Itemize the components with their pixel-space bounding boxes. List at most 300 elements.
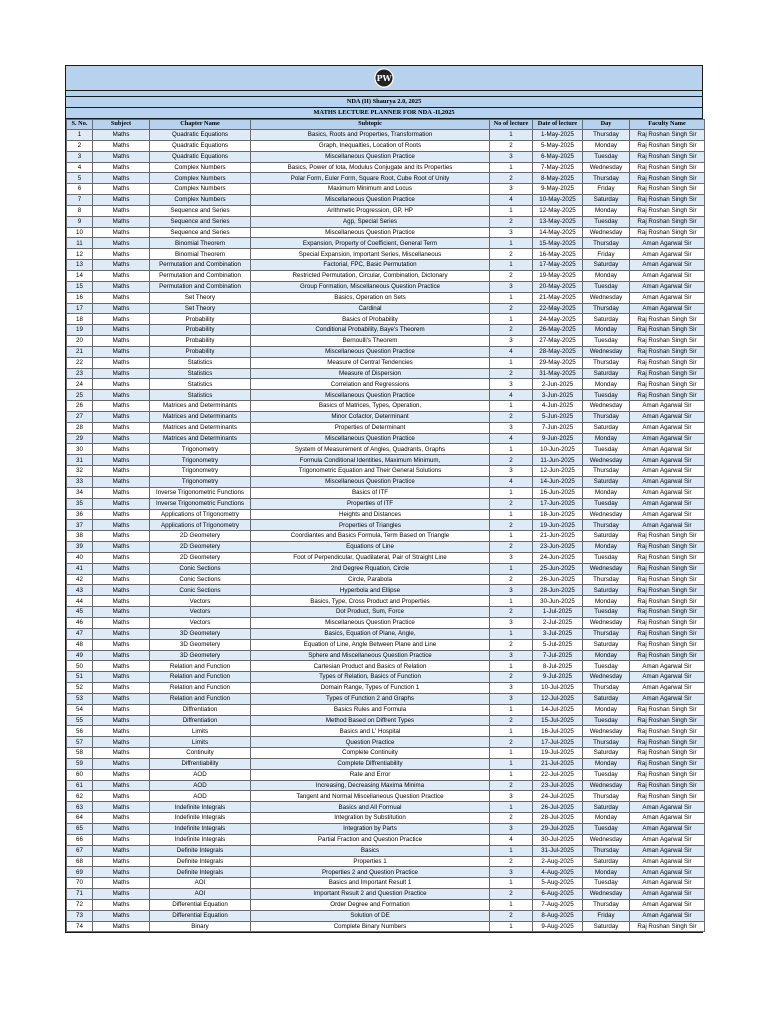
date-cell: 10-Jun-2025 xyxy=(533,444,583,455)
subtopic-cell: Integration by Parts xyxy=(251,824,490,835)
faculty-cell: Raj Roshan Singh Sir xyxy=(630,715,705,726)
sno-cell: 1 xyxy=(67,130,93,141)
table-row xyxy=(67,368,705,379)
day-cell: Wednesday xyxy=(583,401,630,412)
date-cell: 14-Jun-2025 xyxy=(533,477,583,488)
day-cell: Monday xyxy=(583,704,630,715)
subtopic-cell: Group Formation, Miscellaneous Question Practice xyxy=(251,281,490,292)
day-cell: Saturday xyxy=(583,195,630,206)
date-cell: 4-Jun-2025 xyxy=(533,401,583,412)
header-lecture-count: No of lecture xyxy=(490,120,533,130)
subtopic-cell: Cardinal xyxy=(251,303,490,314)
sno-cell: 6 xyxy=(67,184,93,195)
table-row xyxy=(67,151,705,162)
day-cell: Tuesday xyxy=(583,498,630,509)
date-cell: 16-May-2025 xyxy=(533,249,583,260)
chapter-cell: Indefinite Integrals xyxy=(150,824,251,835)
chapter-cell: Definite Integrals xyxy=(150,845,251,856)
faculty-cell: Raj Roshan Singh Sir xyxy=(630,390,705,401)
subject-cell: Maths xyxy=(93,715,150,726)
lecture-count-cell: 1 xyxy=(490,314,533,325)
chapter-cell: Trigonometry xyxy=(150,466,251,477)
faculty-cell: Raj Roshan Singh Sir xyxy=(630,639,705,650)
subject-cell: Maths xyxy=(93,368,150,379)
subject-cell: Maths xyxy=(93,585,150,596)
day-cell: Saturday xyxy=(583,422,630,433)
date-cell: 17-May-2025 xyxy=(533,260,583,271)
date-cell: 19-Jul-2025 xyxy=(533,748,583,759)
table-row xyxy=(67,683,705,694)
subtopic-cell: Properties of Determinant xyxy=(251,422,490,433)
lecture-count-cell: 2 xyxy=(490,498,533,509)
faculty-cell: Aman Agarwal Sir xyxy=(630,509,705,520)
day-cell: Monday xyxy=(583,596,630,607)
subject-cell: Maths xyxy=(93,184,150,195)
date-cell: 13-May-2025 xyxy=(533,216,583,227)
course-title: NDA (II) Shaurya 2.0, 2025 xyxy=(66,97,702,108)
subtopic-cell: Basics and Important Result 1 xyxy=(251,878,490,889)
lecture-count-cell: 3 xyxy=(490,227,533,238)
lecture-count-cell: 2 xyxy=(490,249,533,260)
subject-cell: Maths xyxy=(93,216,150,227)
sno-cell: 37 xyxy=(67,520,93,531)
subtopic-cell: Dot Product, Sum, Force xyxy=(251,607,490,618)
day-cell: Wednesday xyxy=(583,227,630,238)
day-cell: Monday xyxy=(583,542,630,553)
chapter-cell: Conic Sections xyxy=(150,585,251,596)
subtopic-cell: Basics, Type, Cross Product and Properties xyxy=(251,596,490,607)
lecture-count-cell: 2 xyxy=(490,639,533,650)
table-row xyxy=(67,422,705,433)
date-cell: 5-Jun-2025 xyxy=(533,411,583,422)
subject-cell: Maths xyxy=(93,693,150,704)
lecture-count-cell: 1 xyxy=(490,563,533,574)
faculty-cell: Raj Roshan Singh Sir xyxy=(630,704,705,715)
subject-cell: Maths xyxy=(93,780,150,791)
lecture-count-cell: 2 xyxy=(490,574,533,585)
table-row xyxy=(67,466,705,477)
subtopic-cell: Equation of Line, Angle Between Plane and Line xyxy=(251,639,490,650)
subject-cell: Maths xyxy=(93,227,150,238)
faculty-cell: Raj Roshan Singh Sir xyxy=(630,921,705,932)
date-cell: 30-Jul-2025 xyxy=(533,834,583,845)
lecture-count-cell: 2 xyxy=(490,173,533,184)
chapter-cell: Permutation and Combination xyxy=(150,270,251,281)
date-cell: 10-Jul-2025 xyxy=(533,683,583,694)
chapter-cell: Quadratic Equations xyxy=(150,140,251,151)
day-cell: Monday xyxy=(583,650,630,661)
subject-cell: Maths xyxy=(93,357,150,368)
day-cell: Saturday xyxy=(583,368,630,379)
subject-cell: Maths xyxy=(93,422,150,433)
lecture-count-cell: 1 xyxy=(490,769,533,780)
subtopic-cell: Expansion, Property of Coefficient, General Term xyxy=(251,238,490,249)
subtopic-cell: Partial Fraction and Question Practice xyxy=(251,834,490,845)
chapter-cell: Definite Integrals xyxy=(150,867,251,878)
pw-logo-icon: PW xyxy=(374,68,394,88)
faculty-cell: Raj Roshan Singh Sir xyxy=(630,379,705,390)
date-cell: 8-May-2025 xyxy=(533,173,583,184)
faculty-cell: Aman Agarwal Sir xyxy=(630,249,705,260)
lecture-count-cell: 2 xyxy=(490,520,533,531)
day-cell: Saturday xyxy=(583,477,630,488)
date-cell: 28-Jun-2025 xyxy=(533,585,583,596)
subject-cell: Maths xyxy=(93,162,150,173)
faculty-cell: Raj Roshan Singh Sir xyxy=(630,596,705,607)
table-row xyxy=(67,390,705,401)
faculty-cell: Raj Roshan Singh Sir xyxy=(630,205,705,216)
subject-cell: Maths xyxy=(93,856,150,867)
table-row xyxy=(67,542,705,553)
day-cell: Saturday xyxy=(583,314,630,325)
table-row xyxy=(67,737,705,748)
faculty-cell: Aman Agarwal Sir xyxy=(630,910,705,921)
subject-cell: Maths xyxy=(93,899,150,910)
table-row xyxy=(67,758,705,769)
sno-cell: 46 xyxy=(67,617,93,628)
faculty-cell: Raj Roshan Singh Sir xyxy=(630,585,705,596)
subject-cell: Maths xyxy=(93,596,150,607)
table-row xyxy=(67,672,705,683)
chapter-cell: Indefinite Integrals xyxy=(150,834,251,845)
sno-cell: 65 xyxy=(67,824,93,835)
date-cell: 17-Jul-2025 xyxy=(533,737,583,748)
subtopic-cell: Properties 2 and Question Practice xyxy=(251,867,490,878)
subtopic-cell: Miscellaneous Question Practice xyxy=(251,433,490,444)
chapter-cell: Differential Equation xyxy=(150,910,251,921)
faculty-cell: Raj Roshan Singh Sir xyxy=(630,151,705,162)
day-cell: Wednesday xyxy=(583,617,630,628)
subtopic-cell: Properties of ITF xyxy=(251,498,490,509)
table-row xyxy=(67,260,705,271)
day-cell: Wednesday xyxy=(583,780,630,791)
subject-cell: Maths xyxy=(93,195,150,206)
sno-cell: 59 xyxy=(67,758,93,769)
day-cell: Tuesday xyxy=(583,281,630,292)
subtopic-cell: Factorial, FPC, Basic Permutation xyxy=(251,260,490,271)
subtopic-cell: Miscellaneous Question Practice xyxy=(251,346,490,357)
subtopic-cell: Formula Conditional Identities, Maximum Minimum, xyxy=(251,455,490,466)
table-row xyxy=(67,693,705,704)
sno-cell: 45 xyxy=(67,607,93,618)
sno-cell: 68 xyxy=(67,856,93,867)
subject-cell: Maths xyxy=(93,260,150,271)
sno-cell: 17 xyxy=(67,303,93,314)
day-cell: Tuesday xyxy=(583,552,630,563)
table-row xyxy=(67,585,705,596)
sno-cell: 14 xyxy=(67,270,93,281)
lecture-count-cell: 4 xyxy=(490,477,533,488)
lecture-count-cell: 2 xyxy=(490,910,533,921)
chapter-cell: Matrices and Determinants xyxy=(150,422,251,433)
chapter-cell: Matrices and Determinants xyxy=(150,411,251,422)
faculty-cell: Raj Roshan Singh Sir xyxy=(630,531,705,542)
chapter-cell: Matrices and Determinants xyxy=(150,433,251,444)
lecture-count-cell: 1 xyxy=(490,802,533,813)
chapter-cell: Limits xyxy=(150,737,251,748)
table-row xyxy=(67,552,705,563)
table-row xyxy=(67,834,705,845)
lecture-count-cell: 1 xyxy=(490,899,533,910)
sno-cell: 2 xyxy=(67,140,93,151)
faculty-cell: Raj Roshan Singh Sir xyxy=(630,184,705,195)
subtopic-cell: Conditional Probability, Baye's Theorem xyxy=(251,325,490,336)
chapter-cell: Statistics xyxy=(150,390,251,401)
sno-cell: 52 xyxy=(67,683,93,694)
faculty-cell: Aman Agarwal Sir xyxy=(630,498,705,509)
faculty-cell: Aman Agarwal Sir xyxy=(630,661,705,672)
subject-cell: Maths xyxy=(93,791,150,802)
sno-cell: 73 xyxy=(67,910,93,921)
date-cell: 3-Jun-2025 xyxy=(533,390,583,401)
date-cell: 24-Jul-2025 xyxy=(533,791,583,802)
subtopic-cell: Minor Cofactor, Determinant xyxy=(251,411,490,422)
chapter-cell: Sequence and Series xyxy=(150,205,251,216)
subtopic-cell: Trigonometric Equation and Their General Solutions xyxy=(251,466,490,477)
header-date: Date of lecture xyxy=(533,120,583,130)
chapter-cell: AOD xyxy=(150,791,251,802)
sno-cell: 27 xyxy=(67,411,93,422)
sno-cell: 72 xyxy=(67,899,93,910)
sno-cell: 48 xyxy=(67,639,93,650)
chapter-cell: Relation and Function xyxy=(150,683,251,694)
date-cell: 14-Jul-2025 xyxy=(533,704,583,715)
sno-cell: 32 xyxy=(67,466,93,477)
chapter-cell: Diffrentiability xyxy=(150,758,251,769)
chapter-cell: Complex Numbers xyxy=(150,195,251,206)
subject-cell: Maths xyxy=(93,531,150,542)
sno-cell: 69 xyxy=(67,867,93,878)
sno-cell: 70 xyxy=(67,878,93,889)
chapter-cell: Relation and Function xyxy=(150,672,251,683)
table-row xyxy=(67,889,705,900)
sno-cell: 22 xyxy=(67,357,93,368)
faculty-cell: Raj Roshan Singh Sir xyxy=(630,769,705,780)
subtopic-cell: Rate and Error xyxy=(251,769,490,780)
day-cell: Friday xyxy=(583,249,630,260)
day-cell: Monday xyxy=(583,758,630,769)
faculty-cell: Aman Agarwal Sir xyxy=(630,477,705,488)
subtopic-cell: Foot of Perpendicular, Quadilateral, Pair of Straight Line xyxy=(251,552,490,563)
chapter-cell: Differential Equation xyxy=(150,899,251,910)
table-row xyxy=(67,563,705,574)
lecture-count-cell: 1 xyxy=(490,748,533,759)
sno-cell: 43 xyxy=(67,585,93,596)
chapter-cell: Trigonometry xyxy=(150,444,251,455)
date-cell: 9-Aug-2025 xyxy=(533,921,583,932)
subject-cell: Maths xyxy=(93,921,150,932)
lecture-count-cell: 1 xyxy=(490,878,533,889)
lecture-count-cell: 3 xyxy=(490,466,533,477)
header-subject: Subject xyxy=(93,120,150,130)
table-row xyxy=(67,910,705,921)
table-row xyxy=(67,270,705,281)
subject-cell: Maths xyxy=(93,238,150,249)
faculty-cell: Aman Agarwal Sir xyxy=(630,856,705,867)
subtopic-cell: Measure of Central Tendencies xyxy=(251,357,490,368)
day-cell: Tuesday xyxy=(583,444,630,455)
chapter-cell: Complex Numbers xyxy=(150,162,251,173)
date-cell: 11-Jun-2025 xyxy=(533,455,583,466)
lecture-count-cell: 3 xyxy=(490,336,533,347)
day-cell: Thursday xyxy=(583,791,630,802)
chapter-cell: Vectors xyxy=(150,607,251,618)
sno-cell: 47 xyxy=(67,628,93,639)
table-row xyxy=(67,509,705,520)
day-cell: Saturday xyxy=(583,856,630,867)
table-row xyxy=(67,628,705,639)
subject-cell: Maths xyxy=(93,672,150,683)
lecture-count-cell: 4 xyxy=(490,195,533,206)
lecture-table xyxy=(66,119,705,932)
sno-cell: 11 xyxy=(67,238,93,249)
lecture-count-cell: 2 xyxy=(490,889,533,900)
date-cell: 16-Jul-2025 xyxy=(533,726,583,737)
date-cell: 12-Jun-2025 xyxy=(533,466,583,477)
day-cell: Thursday xyxy=(583,466,630,477)
lecture-count-cell: 2 xyxy=(490,368,533,379)
sno-cell: 60 xyxy=(67,769,93,780)
date-cell: 21-Jul-2025 xyxy=(533,758,583,769)
subtopic-cell: Complete Diffrentiability xyxy=(251,758,490,769)
lecture-count-cell: 4 xyxy=(490,433,533,444)
subject-cell: Maths xyxy=(93,878,150,889)
chapter-cell: Permutation and Combination xyxy=(150,281,251,292)
table-row xyxy=(67,856,705,867)
day-cell: Tuesday xyxy=(583,769,630,780)
subtopic-cell: Basics, Equation of Plane, Angle, xyxy=(251,628,490,639)
date-cell: 9-May-2025 xyxy=(533,184,583,195)
header-day: Day xyxy=(583,120,630,130)
date-cell: 29-May-2025 xyxy=(533,357,583,368)
sno-cell: 44 xyxy=(67,596,93,607)
faculty-cell: Raj Roshan Singh Sir xyxy=(630,336,705,347)
date-cell: 18-Jun-2025 xyxy=(533,509,583,520)
table-row xyxy=(67,130,705,141)
date-cell: 22-Jul-2025 xyxy=(533,769,583,780)
sno-cell: 71 xyxy=(67,889,93,900)
subtopic-cell: Measure of Dispersion xyxy=(251,368,490,379)
lecture-count-cell: 2 xyxy=(490,455,533,466)
table-row xyxy=(67,205,705,216)
lecture-count-cell: 3 xyxy=(490,151,533,162)
date-cell: 25-Jun-2025 xyxy=(533,563,583,574)
subtopic-cell: Important Result 2 and Question Practice xyxy=(251,889,490,900)
table-row xyxy=(67,726,705,737)
table-row xyxy=(67,715,705,726)
date-cell: 15-Jul-2025 xyxy=(533,715,583,726)
subject-cell: Maths xyxy=(93,574,150,585)
day-cell: Tuesday xyxy=(583,151,630,162)
subtopic-cell: Miscellaneous Question Practice xyxy=(251,617,490,628)
sno-cell: 25 xyxy=(67,390,93,401)
chapter-cell: Conic Sections xyxy=(150,563,251,574)
table-row xyxy=(67,824,705,835)
faculty-cell: Aman Agarwal Sir xyxy=(630,834,705,845)
subject-cell: Maths xyxy=(93,140,150,151)
sno-cell: 63 xyxy=(67,802,93,813)
day-cell: Monday xyxy=(583,270,630,281)
subject-cell: Maths xyxy=(93,910,150,921)
subtopic-cell: Properties 1 xyxy=(251,856,490,867)
day-cell: Thursday xyxy=(583,173,630,184)
faculty-cell: Aman Agarwal Sir xyxy=(630,845,705,856)
faculty-cell: Raj Roshan Singh Sir xyxy=(630,737,705,748)
subject-cell: Maths xyxy=(93,346,150,357)
date-cell: 6-May-2025 xyxy=(533,151,583,162)
sno-cell: 49 xyxy=(67,650,93,661)
faculty-cell: Raj Roshan Singh Sir xyxy=(630,368,705,379)
sno-cell: 8 xyxy=(67,205,93,216)
day-cell: Monday xyxy=(583,325,630,336)
chapter-cell: Relation and Function xyxy=(150,661,251,672)
subtopic-cell: Miscellaneous Question Practice xyxy=(251,227,490,238)
sno-cell: 26 xyxy=(67,401,93,412)
date-cell: 5-Aug-2025 xyxy=(533,878,583,889)
subtopic-cell: Basics, Operation on Sets xyxy=(251,292,490,303)
date-cell: 7-May-2025 xyxy=(533,162,583,173)
table-row xyxy=(67,531,705,542)
date-cell: 15-May-2025 xyxy=(533,238,583,249)
subtopic-cell: Maximum Minimum and Locus xyxy=(251,184,490,195)
header-sno: S. No. xyxy=(67,120,93,130)
date-cell: 1-Jul-2025 xyxy=(533,607,583,618)
date-cell: 10-May-2025 xyxy=(533,195,583,206)
subtopic-cell: Types of Function 2 and Graphs xyxy=(251,693,490,704)
day-cell: Thursday xyxy=(583,845,630,856)
table-row xyxy=(67,704,705,715)
lecture-count-cell: 1 xyxy=(490,704,533,715)
sno-cell: 41 xyxy=(67,563,93,574)
subject-cell: Maths xyxy=(93,704,150,715)
date-cell: 30-Jun-2025 xyxy=(533,596,583,607)
lecture-count-cell: 1 xyxy=(490,130,533,141)
day-cell: Saturday xyxy=(583,531,630,542)
table-row xyxy=(67,357,705,368)
faculty-cell: Raj Roshan Singh Sir xyxy=(630,542,705,553)
lecture-count-cell: 2 xyxy=(490,813,533,824)
sno-cell: 36 xyxy=(67,509,93,520)
subject-cell: Maths xyxy=(93,401,150,412)
faculty-cell: Aman Agarwal Sir xyxy=(630,889,705,900)
subtopic-cell: Basics and L' Hospital xyxy=(251,726,490,737)
chapter-cell: Indefinite Integrals xyxy=(150,802,251,813)
date-cell: 8-Jul-2025 xyxy=(533,661,583,672)
faculty-cell: Raj Roshan Singh Sir xyxy=(630,130,705,141)
chapter-cell: Permutation and Combination xyxy=(150,260,251,271)
chapter-cell: Diffrentiation xyxy=(150,715,251,726)
subject-cell: Maths xyxy=(93,845,150,856)
date-cell: 24-May-2025 xyxy=(533,314,583,325)
date-cell: 12-May-2025 xyxy=(533,205,583,216)
subtopic-cell: Graph, Inequalties, Location of Roots xyxy=(251,140,490,151)
subtopic-cell: Miscellaneous Question Practice xyxy=(251,195,490,206)
table-row xyxy=(67,574,705,585)
chapter-cell: Trigonometry xyxy=(150,477,251,488)
table-row xyxy=(67,878,705,889)
subject-cell: Maths xyxy=(93,607,150,618)
subject-cell: Maths xyxy=(93,466,150,477)
lecture-count-cell: 3 xyxy=(490,552,533,563)
faculty-cell: Raj Roshan Singh Sir xyxy=(630,173,705,184)
day-cell: Tuesday xyxy=(583,878,630,889)
day-cell: Monday xyxy=(583,867,630,878)
sno-cell: 9 xyxy=(67,216,93,227)
subtopic-cell: Complete Continuity xyxy=(251,748,490,759)
chapter-cell: Inverse Trigonometric Functions xyxy=(150,487,251,498)
lecture-count-cell: 1 xyxy=(490,205,533,216)
day-cell: Wednesday xyxy=(583,346,630,357)
